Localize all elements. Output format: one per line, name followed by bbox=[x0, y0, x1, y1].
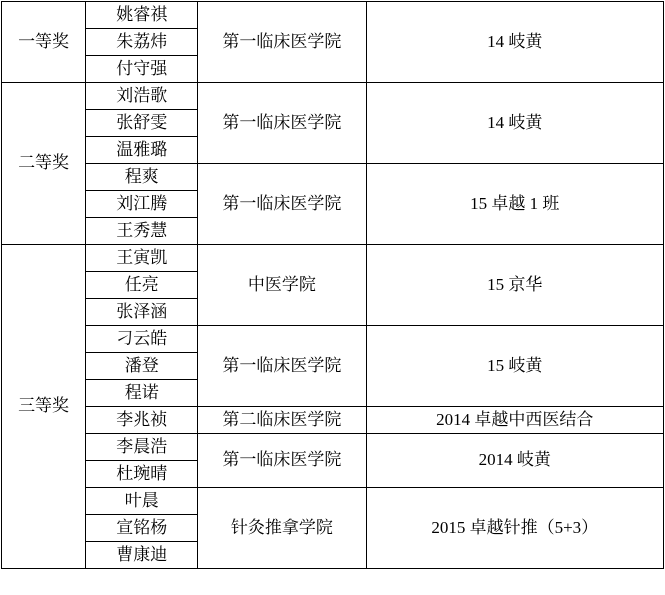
student-name-cell: 任亮 bbox=[86, 272, 198, 299]
award-level-cell: 一等奖 bbox=[2, 2, 86, 83]
student-name-cell: 刘浩歌 bbox=[86, 83, 198, 110]
student-name-cell: 温雅璐 bbox=[86, 137, 198, 164]
class-cell: 2014 卓越中西医结合 bbox=[366, 407, 663, 434]
student-name-cell: 李晨浩 bbox=[86, 434, 198, 461]
department-cell: 中医学院 bbox=[198, 245, 366, 326]
department-cell: 第一临床医学院 bbox=[198, 434, 366, 488]
table-row bbox=[2, 434, 664, 461]
class-cell: 15 卓越 1 班 bbox=[366, 164, 663, 245]
student-name-cell: 姚睿祺 bbox=[86, 2, 198, 29]
student-name-cell: 潘登 bbox=[86, 353, 198, 380]
student-name-cell: 程爽 bbox=[86, 164, 198, 191]
department-cell: 第二临床医学院 bbox=[198, 407, 366, 434]
award-level-cell: 三等奖 bbox=[2, 245, 86, 569]
table-row bbox=[2, 245, 664, 272]
award-results-table bbox=[1, 1, 664, 569]
student-name-cell: 刘江腾 bbox=[86, 191, 198, 218]
student-name-cell: 宣铭杨 bbox=[86, 515, 198, 542]
student-name-cell: 张泽涵 bbox=[86, 299, 198, 326]
award-table-body bbox=[2, 2, 664, 569]
class-cell: 2015 卓越针推（5+3） bbox=[366, 488, 663, 569]
department-cell: 第一临床医学院 bbox=[198, 164, 366, 245]
student-name-cell: 张舒雯 bbox=[86, 110, 198, 137]
table-row bbox=[2, 83, 664, 110]
class-cell: 15 京华 bbox=[366, 245, 663, 326]
student-name-cell: 朱荔炜 bbox=[86, 29, 198, 56]
table-row bbox=[2, 2, 664, 29]
student-name-cell: 刁云皓 bbox=[86, 326, 198, 353]
student-name-cell: 王秀慧 bbox=[86, 218, 198, 245]
student-name-cell: 叶晨 bbox=[86, 488, 198, 515]
class-cell: 15 岐黄 bbox=[366, 326, 663, 407]
table-row bbox=[2, 488, 664, 515]
table-row bbox=[2, 407, 664, 434]
class-cell: 2014 岐黄 bbox=[366, 434, 663, 488]
department-cell: 针灸推拿学院 bbox=[198, 488, 366, 569]
department-cell: 第一临床医学院 bbox=[198, 83, 366, 164]
table-row bbox=[2, 164, 664, 191]
table-row bbox=[2, 326, 664, 353]
award-level-cell: 二等奖 bbox=[2, 83, 86, 245]
class-cell: 14 岐黄 bbox=[366, 83, 663, 164]
student-name-cell: 李兆祯 bbox=[86, 407, 198, 434]
student-name-cell: 王寅凯 bbox=[86, 245, 198, 272]
student-name-cell: 程诺 bbox=[86, 380, 198, 407]
student-name-cell: 曹康迪 bbox=[86, 542, 198, 569]
student-name-cell: 付守强 bbox=[86, 56, 198, 83]
student-name-cell: 杜琬晴 bbox=[86, 461, 198, 488]
department-cell: 第一临床医学院 bbox=[198, 2, 366, 83]
department-cell: 第一临床医学院 bbox=[198, 326, 366, 407]
class-cell: 14 岐黄 bbox=[366, 2, 663, 83]
